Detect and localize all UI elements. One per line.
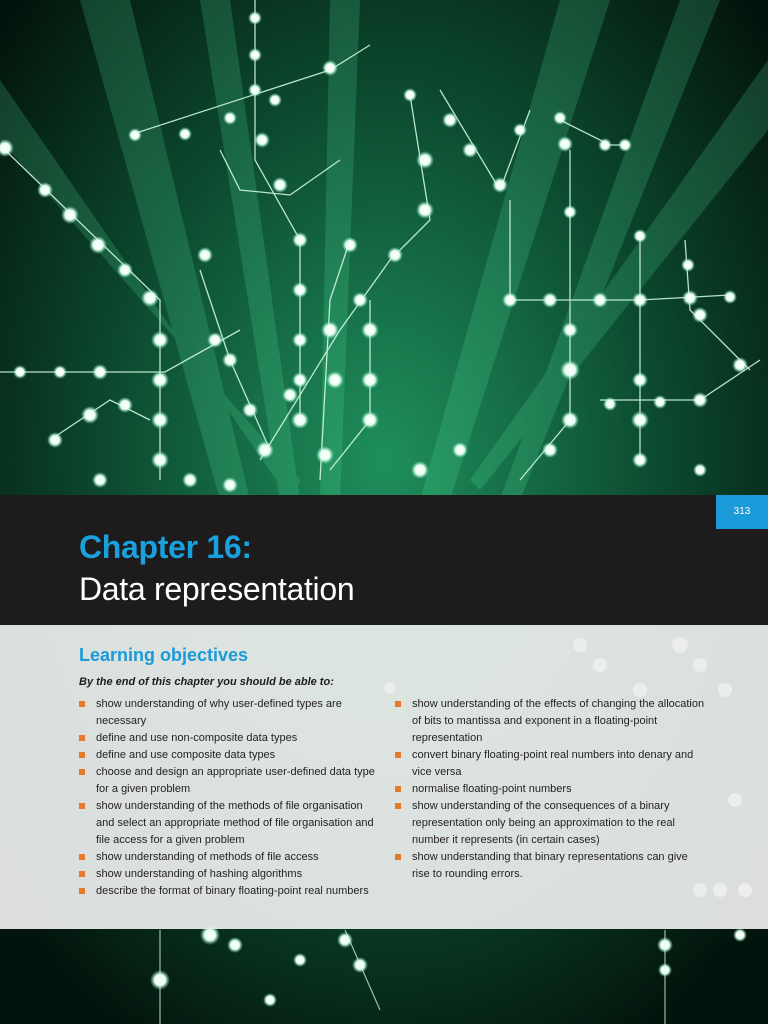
objective-text: show understanding of methods of file access [96, 851, 319, 863]
bullet-square-icon [395, 701, 401, 707]
objective-item [79, 866, 384, 883]
objective-text: show understanding of why user-defined types are necessary [96, 698, 342, 727]
bullet-square-icon [395, 803, 401, 809]
objective-text: normalise floating-point numbers [412, 783, 572, 795]
objective-item [395, 798, 705, 849]
bullet-square-icon [395, 786, 401, 792]
bullet-square-icon [79, 701, 85, 707]
objective-item [395, 781, 705, 798]
objectives-list-left [79, 696, 384, 900]
objective-item [79, 883, 384, 900]
objective-item [79, 764, 384, 798]
objective-item [395, 696, 705, 747]
bullet-square-icon [79, 888, 85, 894]
objective-text: convert binary floating-point real numbers into denary and vice versa [412, 749, 694, 778]
objective-item [79, 747, 384, 764]
objectives-list-right [395, 696, 705, 883]
learning-objectives-heading: Learning objectives [79, 645, 249, 665]
bullet-square-icon [395, 854, 401, 860]
objective-text: choose and design an appropriate user-defined data type for a given problem [96, 766, 375, 795]
objective-text: describe the format of binary floating-point real numbers [96, 885, 369, 897]
objective-item [395, 747, 705, 781]
bullet-square-icon [79, 871, 85, 877]
objective-text: define and use composite data types [96, 749, 276, 761]
objective-text: show understanding that binary representations can give rise to rounding errors. [412, 851, 688, 880]
bullet-square-icon [395, 752, 401, 758]
objective-text: show understanding of hashing algorithms [96, 868, 303, 880]
chapter-number: Chapter 16: [79, 529, 252, 565]
objective-text: define and use non-composite data types [96, 732, 298, 744]
bullet-square-icon [79, 752, 85, 758]
objective-item [395, 849, 705, 883]
bullet-square-icon [79, 854, 85, 860]
bullet-square-icon [79, 803, 85, 809]
objective-text: show understanding of the consequences of a binary representation only being an approximation to the real number it represents (in certain cases) [412, 800, 675, 846]
chapter-title: Data representation [79, 571, 355, 607]
bullet-square-icon [79, 735, 85, 741]
learning-objectives-intro: By the end of this chapter you should be able to: [79, 676, 334, 688]
objective-text: show understanding of the methods of file organisation and select an appropriate method of file organisation and file access for a given problem [96, 800, 374, 846]
bullet-square-icon [79, 769, 85, 775]
objective-item [79, 730, 384, 747]
page-number-badge: 313 [716, 495, 768, 529]
objective-text: show understanding of the effects of changing the allocation of bits to mantissa and exponent in a floating-point representation [412, 698, 705, 744]
objective-item [79, 798, 384, 849]
objective-item [79, 696, 384, 730]
objective-item [79, 849, 384, 866]
